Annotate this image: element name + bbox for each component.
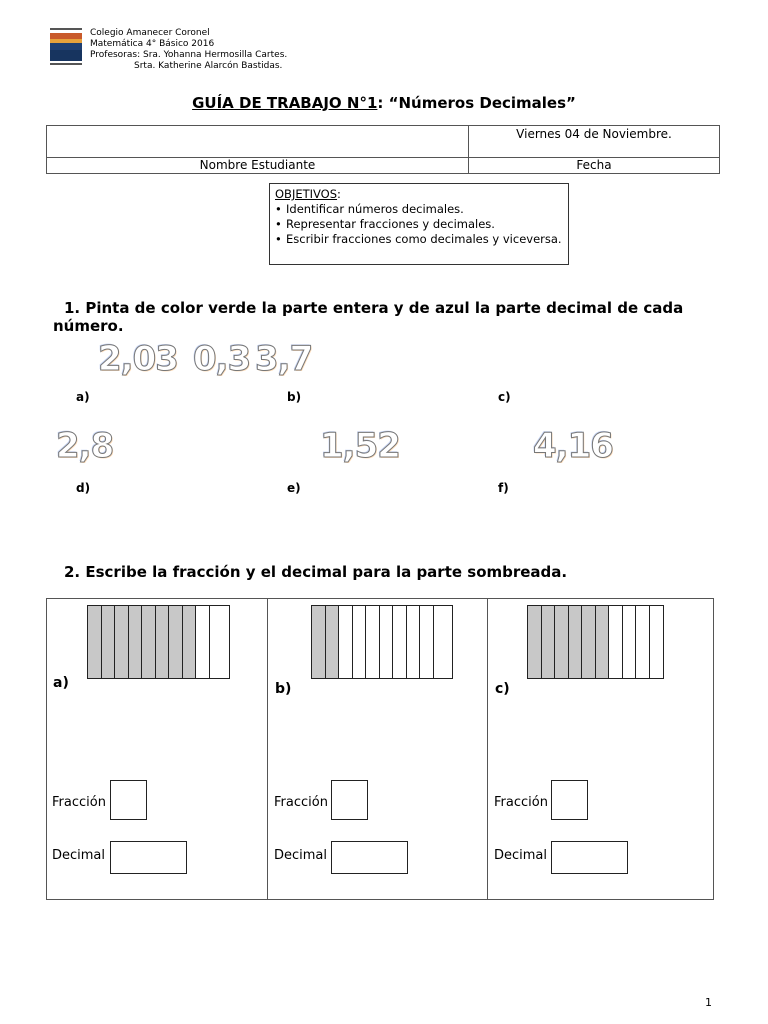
decimal-label: Decimal (52, 848, 106, 863)
shaded-bar (169, 606, 183, 678)
empty-bar (407, 606, 421, 678)
shaded-bar (312, 606, 326, 678)
date-value: Viernes 04 de Noviembre. (516, 127, 672, 141)
fraction-answer-box[interactable] (331, 780, 368, 820)
empty-bar (210, 606, 224, 678)
student-name-field[interactable] (47, 126, 469, 158)
cell-letter: a) (53, 675, 69, 691)
empty-bar (393, 606, 407, 678)
objective-item: • Escribir fracciones como decimales y viceversa. (275, 232, 563, 247)
objectives-colon: : (337, 187, 341, 201)
page-title (0, 94, 768, 112)
shaded-bar (326, 606, 340, 678)
shaded-bar (115, 606, 129, 678)
date-label: Fecha (469, 158, 720, 174)
label-c: c) (498, 390, 511, 404)
label-e: e) (287, 481, 301, 495)
student-info-table (46, 125, 720, 174)
empty-bar (609, 606, 623, 678)
number-c: 3,7 (255, 339, 313, 379)
shaded-bar (569, 606, 583, 678)
shaded-bar (142, 606, 156, 678)
decimal-answer-box[interactable] (551, 841, 628, 874)
school-name: Colegio Amanecer Coronel (90, 28, 210, 38)
empty-bar (339, 606, 353, 678)
decimal-answer-box[interactable] (110, 841, 187, 874)
date-field (469, 126, 720, 158)
fraction-answer-box[interactable] (110, 780, 147, 820)
shaded-bar (596, 606, 610, 678)
shaded-bar (555, 606, 569, 678)
teachers-line-1: Profesoras: Sra. Yohanna Hermosilla Cartes. (90, 50, 288, 60)
shaded-bar (88, 606, 102, 678)
empty-bar (380, 606, 394, 678)
objective-item: • Identificar números decimales. (275, 202, 563, 217)
cell-letter: c) (495, 681, 510, 697)
label-d: d) (76, 481, 91, 495)
objectives-box (269, 183, 569, 265)
decimal-answer-box[interactable] (331, 841, 408, 874)
number-a: 2,03 (98, 339, 178, 379)
fraction-bars (87, 605, 230, 679)
fraction-bars (527, 605, 664, 679)
school-logo (50, 28, 82, 66)
shaded-bar (156, 606, 170, 678)
shaded-bar (542, 606, 556, 678)
shaded-bar (129, 606, 143, 678)
number-f: 4,16 (533, 426, 613, 466)
label-f: f) (498, 481, 509, 495)
objectives-label: OBJETIVOS (275, 187, 338, 201)
shaded-bar (102, 606, 116, 678)
empty-bar (353, 606, 367, 678)
label-a: a) (76, 390, 90, 404)
fraction-bars (311, 605, 453, 679)
objectives-list (275, 202, 563, 247)
empty-bar (650, 606, 664, 678)
title-suffix: : “Números Decimales” (377, 94, 576, 112)
decimal-label: Decimal (274, 848, 328, 863)
school-header (90, 28, 287, 72)
name-label: Nombre Estudiante (47, 158, 469, 174)
teachers-line-2: Srta. Katherine Alarcón Bastidas. (134, 61, 283, 71)
number-b: 0,3 (193, 339, 251, 379)
cell-letter: b) (275, 681, 292, 697)
objective-item: • Representar fracciones y decimales. (275, 217, 563, 232)
empty-bar (636, 606, 650, 678)
empty-bar (196, 606, 210, 678)
empty-bar (434, 606, 448, 678)
empty-bar (366, 606, 380, 678)
page-number: 1 (705, 996, 712, 1009)
exercise-cell-a (47, 599, 267, 899)
fraction-label: Fracción (274, 795, 328, 810)
fraction-answer-box[interactable] (551, 780, 588, 820)
empty-bar (623, 606, 637, 678)
exercise-cell-c (488, 599, 714, 899)
label-b: b) (287, 390, 302, 404)
fraction-label: Fracción (52, 795, 106, 810)
exercise-cell-b (267, 599, 488, 899)
empty-bar (420, 606, 434, 678)
number-e: 1,52 (320, 426, 400, 466)
number-d: 2,8 (56, 426, 114, 466)
course-name: Matemática 4° Básico 2016 (90, 39, 215, 49)
title-prefix: GUÍA DE TRABAJO N°1 (192, 94, 378, 112)
fraction-label: Fracción (494, 795, 548, 810)
question-2-text: 2. Escribe la fracción y el decimal para la parte sombreada. (64, 563, 568, 581)
shaded-bar (582, 606, 596, 678)
question-1-text: 1. Pinta de color verde la parte entera y de azul la parte decimal de cada número. (53, 299, 684, 335)
shaded-bar (528, 606, 542, 678)
decimal-label: Decimal (494, 848, 548, 863)
exercise-2-grid (46, 598, 714, 900)
shaded-bar (183, 606, 197, 678)
